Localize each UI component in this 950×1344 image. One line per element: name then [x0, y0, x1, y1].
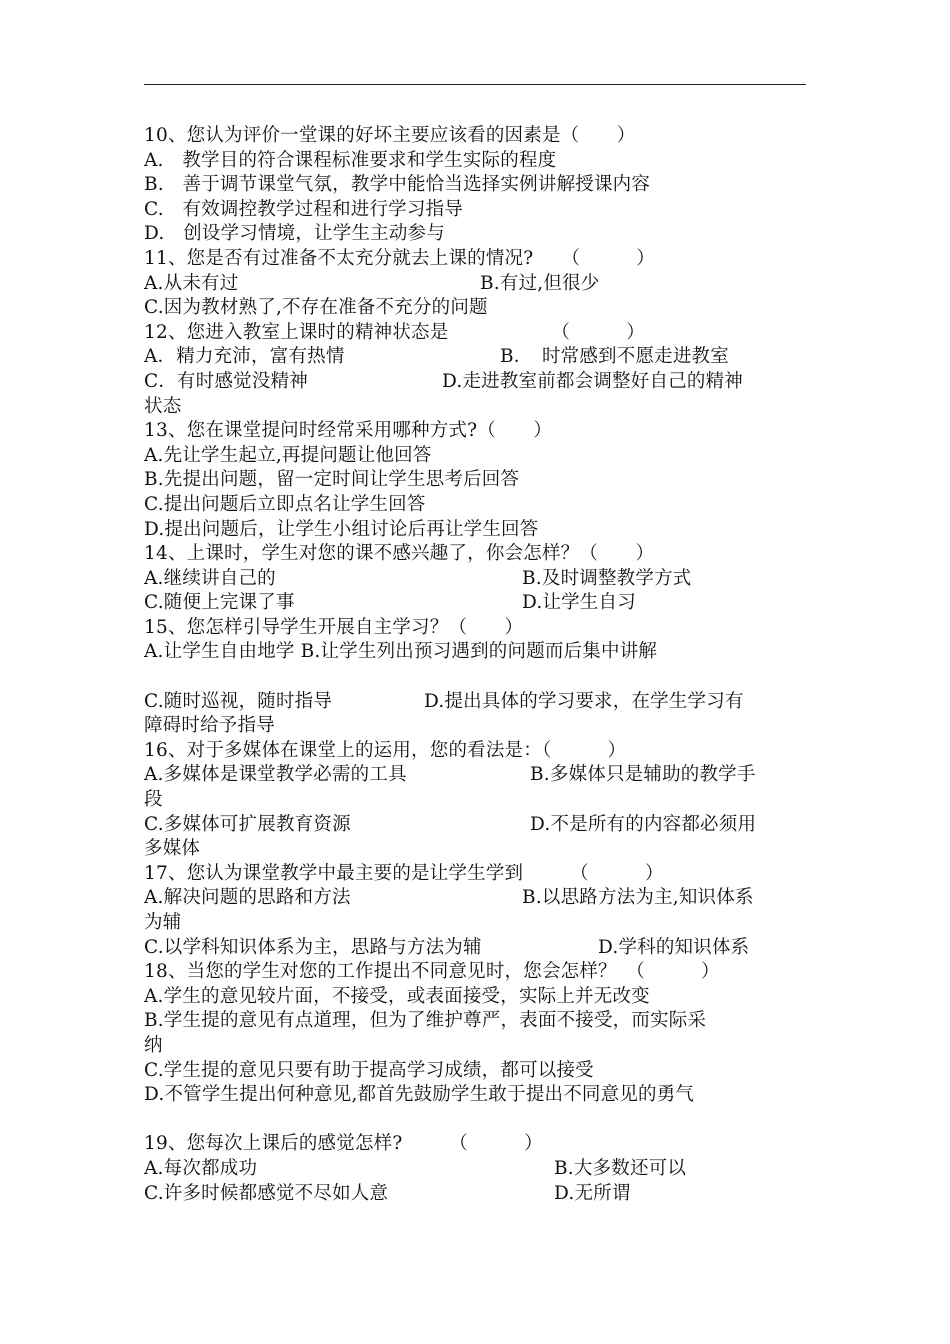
- q16-option-a: A.多媒体是课堂教学必需的工具: [144, 764, 407, 786]
- q14-row-ab: [144, 567, 808, 592]
- q13-option-b: B.先提出问题，留一定时间让学生思考后回答: [144, 469, 520, 491]
- q15-stem: 15、您怎样引导学生开展自主学习？（ ）: [144, 616, 524, 638]
- q12-stem: 12、您进入教室上课时的精神状态是 （ ）: [144, 321, 645, 343]
- q15-row-cd: [144, 690, 808, 715]
- q16-option-d: D.不是所有的内容都必须用: [530, 813, 757, 835]
- q12-option-c: C．有时感觉没精神: [144, 370, 308, 392]
- q15-option-ab: A.让学生自由地学 B.让学生列出预习遇到的问题而后集中讲解: [144, 641, 658, 663]
- q11-stem: 11、您是否有过准备不太充分就去上课的情况? （ ）: [144, 247, 656, 269]
- q16-option-b: B.多媒体只是辅助的教学手: [530, 764, 756, 786]
- q14-row-cd: [144, 591, 808, 616]
- q12-option-d: D.走进教室前都会调整好自己的精神: [442, 370, 743, 392]
- q17-option-d: D.学科的知识体系: [598, 936, 750, 958]
- q14-option-c: C.随便上完课了事: [144, 592, 295, 614]
- q15-option-d: D.提出具体的学习要求，在学生学习有: [424, 690, 744, 712]
- q12-row-ab: [144, 345, 808, 370]
- q14-option-d: D.让学生自习: [522, 592, 636, 614]
- q11-row-ab: [144, 272, 808, 297]
- q18-stem: 18、当您的学生对您的工作提出不同意见时，您会怎样？ （ ）: [144, 961, 720, 983]
- q17-stem: 17、您认为课堂教学中最主要的是让学生学到 （ ）: [144, 862, 664, 884]
- q19-option-b: B.大多数还可以: [554, 1157, 687, 1179]
- q17-row-cd: [144, 936, 808, 961]
- q11-option-a: A.从未有过: [144, 272, 239, 294]
- q17-row-ab: [144, 886, 808, 911]
- q16-row-ab: [144, 763, 808, 788]
- q12-option-b: B． 时常感到不愿走进教室: [500, 346, 729, 368]
- q16-option-c: C.多媒体可扩展教育资源: [144, 813, 351, 835]
- q14-option-b: B.及时调整教学方式: [522, 567, 692, 589]
- q18-option-c: C.学生提的意见只要有助于提高学习成绩，都可以接受: [144, 1059, 594, 1081]
- q10-option-c: C. 有效调控教学过程和进行学习指导: [144, 198, 463, 220]
- q16-row-cd: [144, 813, 808, 838]
- q19-row-cd: [144, 1182, 808, 1207]
- q14-option-a: A.继续讲自己的: [144, 567, 276, 589]
- q15-option-d-cont: 障碍时给予指导: [144, 715, 275, 737]
- q16-stem: 16、对于多媒体在课堂上的运用，您的看法是：（ ）: [144, 739, 627, 761]
- q14-stem: 14、上课时，学生对您的课不感兴趣了，你会怎样？（ ）: [144, 543, 655, 565]
- q11-option-b: B.有过,但很少: [480, 272, 600, 294]
- questionnaire-page: [144, 124, 808, 1206]
- q13-option-c: C.提出问题后立即点名让学生回答: [144, 493, 426, 515]
- q18-option-a: A.学生的意见较片面，不接受，或表面接受，实际上并无改变: [144, 985, 650, 1007]
- q17-option-b: B.以思路方法为主,知识体系: [522, 887, 754, 909]
- q19-row-ab: [144, 1157, 808, 1182]
- q16-option-d-cont: 多媒体: [144, 838, 201, 860]
- q19-option-a: A.每次都成功: [144, 1157, 258, 1179]
- q17-option-b-cont: 为辅: [144, 912, 182, 933]
- q17-option-a: A.解决问题的思路和方法: [144, 887, 351, 909]
- q18-option-d: D.不管学生提出何种意见,都首先鼓励学生敢于提出不同意见的勇气: [144, 1084, 695, 1106]
- q12-option-a: A．精力充沛，富有热情: [144, 346, 345, 368]
- q19-option-d: D.无所谓: [554, 1182, 631, 1204]
- q10-stem: 10、您认为评价一堂课的好坏主要应该看的因素是（ ）: [144, 125, 636, 146]
- q19-stem: 19、您每次上课后的感觉怎样? （ ）: [144, 1133, 543, 1155]
- q11-option-c: C.因为教材熟了,不存在准备不充分的问题: [144, 297, 488, 319]
- q13-option-d: D.提出问题后，让学生小组讨论后再让学生回答: [144, 518, 539, 540]
- q10-option-a: A. 教学目的符合课程标准要求和学生实际的程度: [144, 149, 557, 171]
- q13-option-a: A.先让学生起立,再提问题让他回答: [144, 444, 432, 466]
- q12-option-d-cont: 状态: [144, 395, 182, 417]
- header-rule: [144, 84, 806, 85]
- blank-line: [144, 1108, 808, 1133]
- q10-option-d: D. 创设学习情境，让学生主动参与: [144, 223, 445, 245]
- q15-option-c: C.随时巡视，随时指导: [144, 690, 333, 712]
- q12-row-cd: [144, 370, 808, 395]
- q10-option-b: B. 善于调节课堂气氛，教学中能恰当选择实例讲解授课内容: [144, 174, 651, 196]
- q19-option-c: C.许多时候都感觉不尽如人意: [144, 1182, 389, 1204]
- blank-line: [144, 665, 808, 690]
- q16-option-b-cont: 段: [144, 789, 163, 811]
- q13-stem: 13、您在课堂提问时经常采用哪种方式?（ ）: [144, 420, 553, 442]
- q18-option-b: B.学生提的意见有点道理，但为了维护尊严，表面不接受，而实际采: [144, 1010, 707, 1032]
- q18-option-b-cont: 纳: [144, 1034, 163, 1056]
- q17-option-c: C.以学科知识体系为主，思路与方法为辅: [144, 936, 482, 958]
